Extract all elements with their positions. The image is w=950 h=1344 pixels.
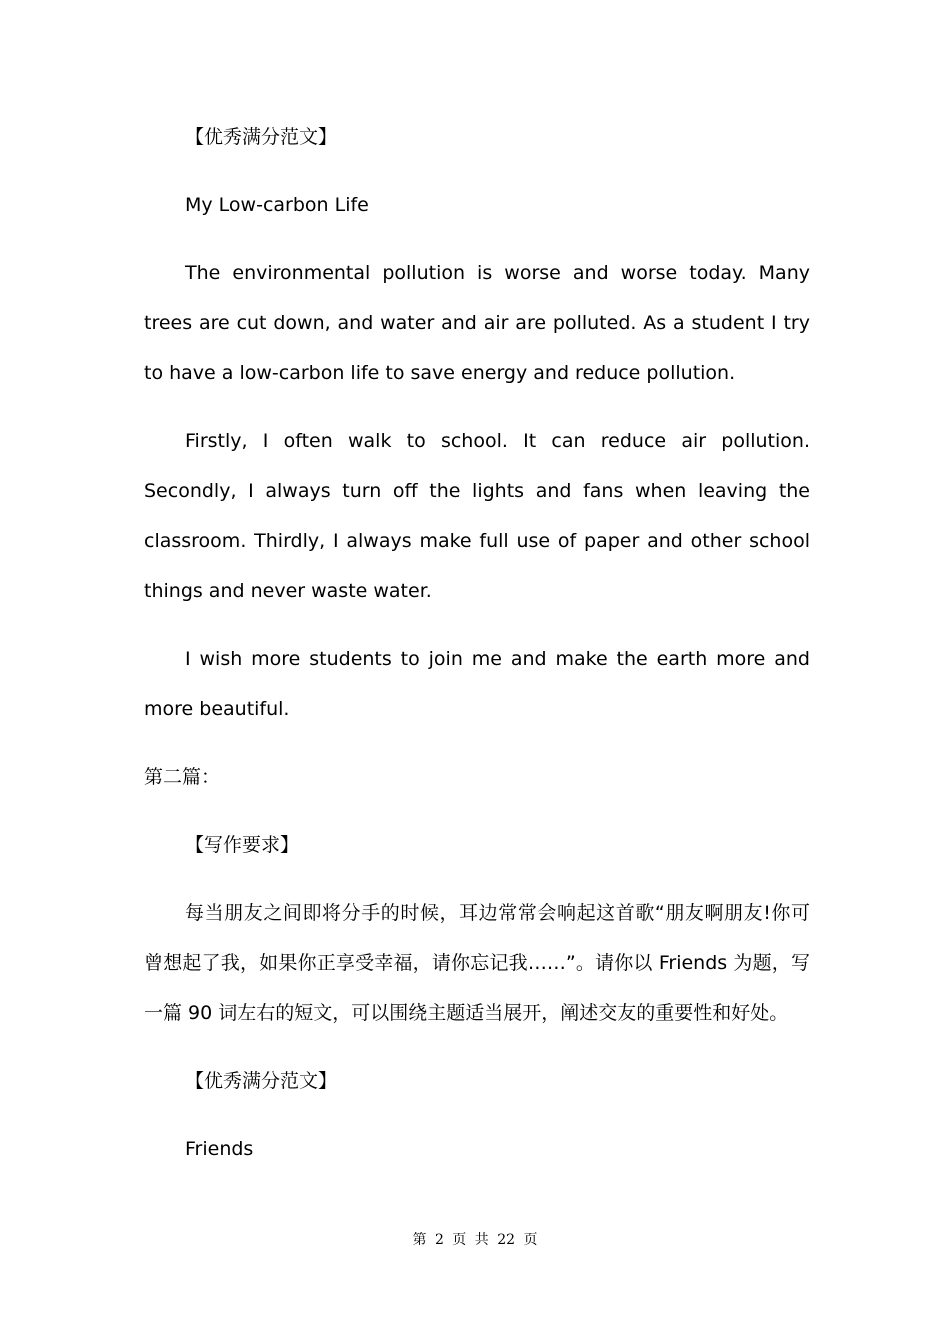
essay-paragraph: Firstly, I often walk to school. It can reduce air pollution. Secondly, I always turn off the lights and fans when leaving the classroom. Thirdly, I always make full use of paper and other school things and never waste water. [144, 430, 810, 602]
section-heading-writing-requirements: 【写作要求】 [185, 834, 300, 856]
page-number-footer: 第 2 页 共 22 页 [412, 1232, 538, 1248]
document-body [144, 112, 810, 1192]
essay-title: Friends [185, 1138, 254, 1160]
section-label-part-two: 第二篇： [144, 766, 221, 788]
writing-prompt: 每当朋友之间即将分手的时候，耳边常常会响起这首歌“朋友啊朋友!你可曾想起了我，如果你正享受幸福，请你忘记我……”。请你以 Friends 为题，写一篇 90 词左右的短文，可以围绕主题适当展开，阐述交友的重要性和好处。 [144, 902, 810, 1024]
essay-paragraph: The environmental pollution is worse and worse today. Many trees are cut down, and water and air are polluted. As a student I try to have a low-carbon life to save energy and reduce pollution. [144, 262, 810, 384]
section-heading-model-essay: 【优秀满分范文】 [185, 1070, 338, 1092]
section-heading-model-essay: 【优秀满分范文】 [185, 126, 338, 148]
essay-paragraph: I wish more students to join me and make the earth more and more beautiful. [144, 648, 810, 720]
essay-title: My Low-carbon Life [185, 194, 369, 216]
